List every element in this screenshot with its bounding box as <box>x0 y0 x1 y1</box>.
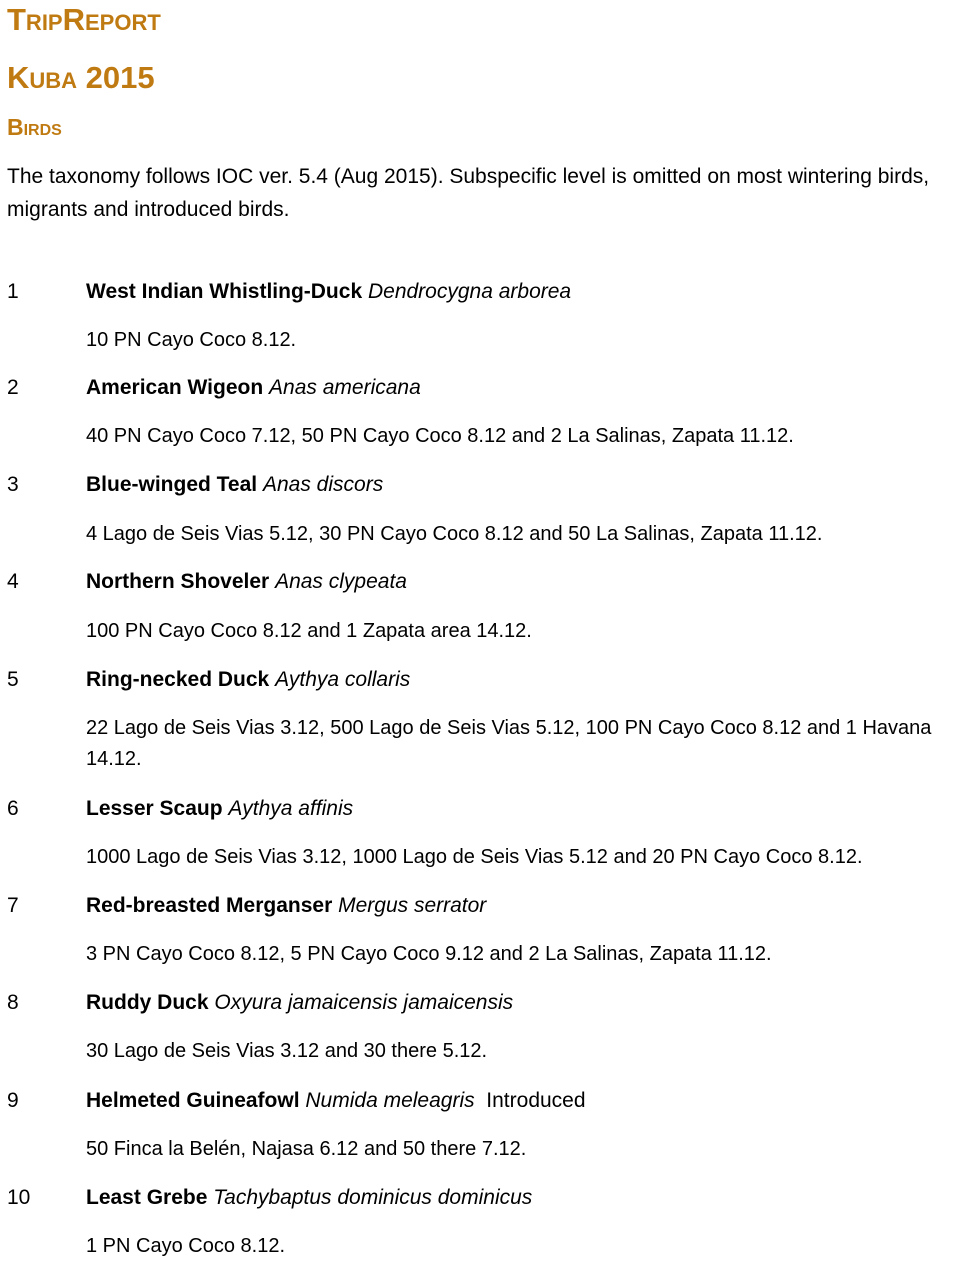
scientific-name: Oxyura jamaicensis jamaicensis <box>214 991 514 1014</box>
species-entry <box>0 1084 960 1118</box>
scientific-name: Mergus serrator <box>338 894 487 917</box>
common-name: Ruddy Duck <box>86 991 209 1014</box>
species-number: 4 <box>7 570 19 593</box>
species-number: 6 <box>7 797 19 820</box>
scientific-name: Aythya affinis <box>228 797 354 820</box>
species-record: 4 Lago de Seis Vias 5.12, 30 PN Cayo Coco 8.12 and 50 La Salinas, Zapata 11.12. <box>86 523 823 545</box>
species-entry <box>0 468 960 502</box>
species-number: 9 <box>7 1089 19 1112</box>
species-name <box>86 565 407 599</box>
species-number: 2 <box>7 376 19 399</box>
scientific-name: Tachybaptus dominicus dominicus <box>213 1186 533 1209</box>
report-title: TripReport <box>7 2 161 37</box>
species-record: 1000 Lago de Seis Vias 3.12, 1000 Lago de Seis Vias 5.12 and 20 PN Cayo Coco 8.12. <box>86 846 863 868</box>
species-entry <box>0 663 960 697</box>
species-number: 1 <box>7 280 19 303</box>
common-name: Least Grebe <box>86 1186 208 1209</box>
species-record: 10 PN Cayo Coco 8.12. <box>86 329 297 351</box>
species-number: 8 <box>7 991 19 1014</box>
species-entry <box>0 275 960 309</box>
species-name <box>86 889 486 923</box>
species-entry <box>0 565 960 599</box>
species-number: 3 <box>7 473 19 496</box>
species-record: 1 PN Cayo Coco 8.12. <box>86 1235 285 1257</box>
common-name: Blue-winged Teal <box>86 473 258 496</box>
species-entry <box>0 792 960 826</box>
species-record: 100 PN Cayo Coco 8.12 and 1 Zapata area 14.12. <box>86 620 532 642</box>
scientific-name: Dendrocygna arborea <box>367 280 572 303</box>
species-entry <box>0 371 960 405</box>
species-record: 22 Lago de Seis Vias 3.12, 500 Lago de Seis Vias 5.12, 100 PN Cayo Coco 8.12 and 1 Havana <box>86 717 932 739</box>
trip-title: Kuba 2015 <box>7 60 155 95</box>
common-name: American Wigeon <box>86 376 264 399</box>
common-name: Northern Shoveler <box>86 570 270 593</box>
common-name: West Indian Whistling-Duck <box>86 280 363 303</box>
species-name <box>86 663 410 697</box>
scientific-name: Anas americana <box>269 376 421 399</box>
common-name: Lesser Scaup <box>86 797 223 820</box>
species-name <box>86 986 513 1020</box>
species-number: 7 <box>7 894 19 917</box>
species-number: 10 <box>7 1186 31 1209</box>
species-entry <box>0 1181 960 1215</box>
species-name <box>86 792 353 826</box>
species-name <box>86 371 421 405</box>
scientific-name: Anas discors <box>262 473 384 496</box>
species-name <box>86 468 383 502</box>
section-title: Birds <box>7 114 62 140</box>
species-entry <box>0 986 960 1020</box>
species-entry <box>0 889 960 923</box>
species-record: 40 PN Cayo Coco 7.12, 50 PN Cayo Coco 8.12 and 2 La Salinas, Zapata 11.12. <box>86 425 794 447</box>
species-record: 30 Lago de Seis Vias 3.12 and 30 there 5.12. <box>86 1040 488 1062</box>
common-name: Helmeted Guineafowl <box>86 1089 300 1112</box>
common-name: Ring-necked Duck <box>86 668 270 691</box>
species-record: 50 Finca la Belén, Najasa 6.12 and 50 there 7.12. <box>86 1138 527 1160</box>
taxonomy-intro: The taxonomy follows IOC ver. 5.4 (Aug 2015). Subspecific level is omitted on most wintering birds, migrants and introduced birds. <box>7 165 930 221</box>
species-name <box>86 1181 532 1215</box>
species-note: Introduced <box>486 1089 586 1112</box>
species-number: 5 <box>7 668 19 691</box>
species-name <box>86 275 571 309</box>
species-name <box>86 1084 586 1118</box>
common-name: Red-breasted Merganser <box>86 894 333 917</box>
scientific-name: Aythya collaris <box>275 668 411 691</box>
scientific-name: Numida meleagris <box>305 1089 475 1112</box>
species-record-continued: 14.12. <box>86 748 142 770</box>
species-record: 3 PN Cayo Coco 8.12, 5 PN Cayo Coco 9.12 and 2 La Salinas, Zapata 11.12. <box>86 943 772 965</box>
scientific-name: Anas clypeata <box>275 570 407 593</box>
